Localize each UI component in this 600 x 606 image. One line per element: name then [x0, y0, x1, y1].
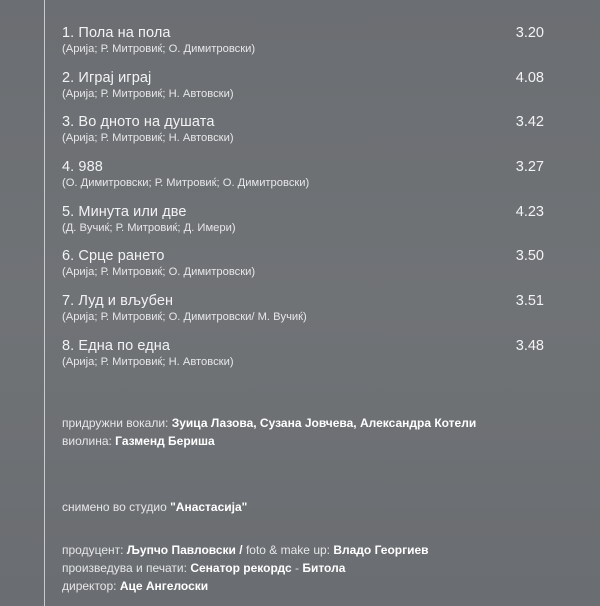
violin-line	[62, 432, 562, 450]
track-duration: 3.27	[515, 159, 544, 176]
vocals-value: Зуица Лазова, Сузана Јовчева, Александра Котели	[171, 416, 477, 430]
studio-credit	[62, 498, 562, 516]
track-credits: (О. Димитровски; Р. Митровиќ; О. Димитровски)	[62, 177, 310, 190]
tracklist	[62, 24, 548, 382]
track-item	[62, 69, 548, 114]
track-credits: (Арија; Р. Митровиќ; Н. Автовски)	[62, 132, 234, 145]
publisher-value: Сенатор рекордс	[190, 561, 292, 575]
track-duration: 3.20	[515, 25, 544, 41]
violin-value: Газменд Бериша	[115, 434, 215, 448]
publisher-city: Битола	[302, 561, 346, 575]
track-credits: (Д. Вучиќ; Р. Митровиќ; Д. Имери)	[62, 221, 236, 234]
track-title: 6. Срце рането	[62, 248, 165, 265]
track-credits: (Арија; Р. Митровиќ; Н. Автовски)	[62, 87, 234, 100]
producer-label: продуцент:	[62, 543, 124, 557]
track-title: 8. Една по една	[62, 337, 171, 354]
separator: /	[239, 543, 243, 557]
production-credits	[62, 541, 562, 595]
track-item	[62, 158, 548, 203]
track-duration: 3.48	[515, 337, 544, 354]
track-duration: 3.51	[515, 293, 544, 310]
track-credits: (Арија; Р. Митровиќ; О. Димитровски)	[62, 43, 256, 55]
track-item	[62, 113, 548, 158]
director-value: Аце Ангелоски	[119, 579, 209, 593]
publisher-line	[62, 559, 562, 577]
track-item	[62, 292, 548, 337]
track-item	[62, 337, 548, 382]
director-label: директор:	[62, 579, 117, 593]
track-duration: 3.50	[515, 248, 544, 265]
track-item	[62, 24, 548, 69]
vocals-line	[62, 414, 562, 432]
track-title: 7. Луд и вљубен	[62, 293, 174, 310]
track-duration: 4.08	[515, 69, 544, 86]
publisher-label: произведува и печати:	[62, 561, 187, 575]
musicians-credits	[62, 414, 562, 450]
vocals-label: придружни вокали:	[62, 416, 169, 430]
track-duration: 3.42	[515, 114, 544, 131]
track-title: 5. Минута или две	[62, 203, 187, 220]
track-item	[62, 203, 548, 248]
track-item	[62, 247, 548, 292]
track-duration: 4.23	[515, 203, 544, 220]
track-title: 1. Пола на пола	[62, 25, 171, 41]
vertical-rule	[44, 0, 45, 606]
studio-line	[62, 498, 562, 516]
studio-label: снимено во студио	[62, 500, 167, 514]
foto-label: foto & make up:	[245, 543, 330, 557]
track-title: 4. 988	[62, 159, 103, 176]
producer-value: Љупчо Павловски	[126, 543, 236, 557]
producer-line	[62, 541, 562, 559]
publisher-dash: -	[294, 561, 299, 575]
foto-value: Владо Георгиев	[333, 543, 429, 557]
track-credits: (Арија; Р. Митровиќ; О. Димитровски)	[62, 266, 256, 279]
violin-label: виолина:	[62, 434, 112, 448]
track-title: 2. Играј играј	[62, 69, 152, 86]
studio-value: "Анастасија"	[170, 500, 248, 514]
director-line	[62, 577, 562, 595]
track-credits: (Арија; Р. Митровиќ; О. Димитровски/ М. Вучиќ)	[62, 311, 307, 324]
track-credits: (Арија; Р. Митровиќ; Н. Автовски)	[62, 355, 234, 368]
track-title: 3. Во дното на душата	[62, 114, 215, 131]
